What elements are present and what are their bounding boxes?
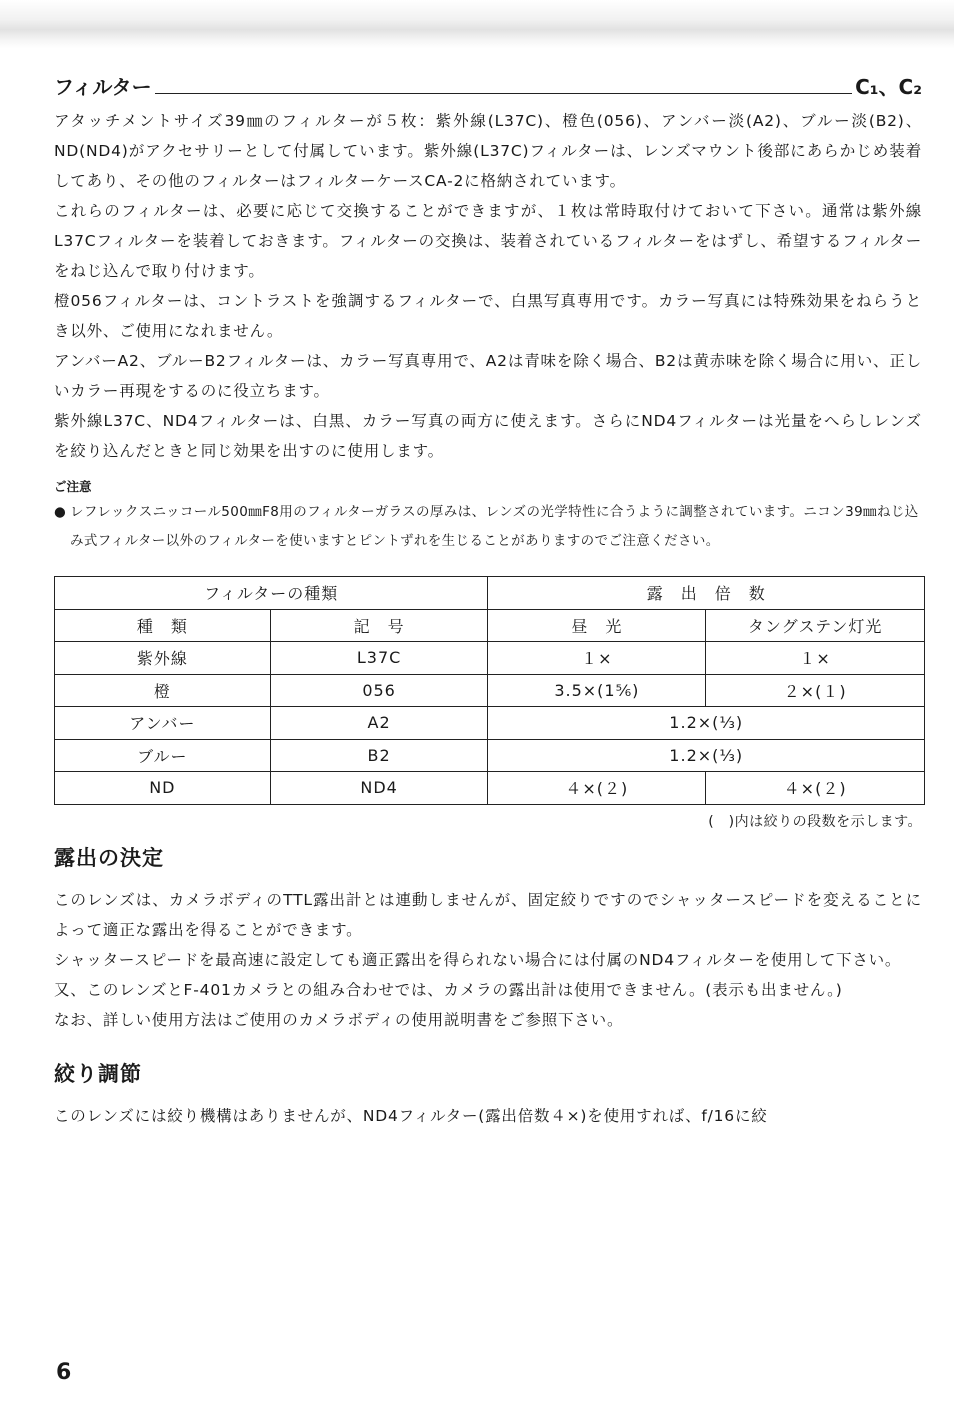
cell-tungsten: ４×(２) — [706, 772, 925, 805]
header-daylight: 昼 光 — [488, 609, 706, 642]
table-header-row — [55, 577, 925, 610]
cell-type: ND — [55, 772, 271, 805]
exposure-paragraph: 又、このレンズとF-401カメラとの組み合わせでは、カメラの露出計は使用できません。(表示も出ません。) — [54, 980, 843, 999]
filter-section-title: フィルター — [54, 75, 152, 99]
table-row — [55, 772, 925, 805]
cell-type: アンバー — [55, 707, 271, 740]
header-code: 記 号 — [270, 609, 488, 642]
header-tungsten: タングステン灯光 — [706, 609, 925, 642]
aperture-paragraph: このレンズには絞り機構はありませんが、ND4フィルター(露出倍数４×)を使用すれば、f/16に絞 — [54, 1106, 768, 1125]
exposure-section-title: 露出の決定 — [54, 845, 164, 870]
cell-tungsten: ２×(１) — [706, 674, 925, 707]
table-subheader-row — [55, 609, 925, 642]
cell-type: 紫外線 — [55, 642, 271, 675]
filter-section-header — [54, 70, 922, 100]
filter-paragraph: アタッチメントサイズ39㎜のフィルターが５枚：紫外線(L37C)、橙色(056)、アンバー淡(A2)、ブルー淡(B2)、ND(ND4)がアクセサリーとして付属しています。紫外線(L37C)フィルターは、レンズマウント後部にあらかじめ装着してあり、その他のフィルターはフィルターケースCA-2に格納されています。 — [54, 112, 922, 190]
table-row — [55, 707, 925, 740]
section-rule — [155, 93, 853, 94]
filter-paragraph: 橙056フィルターは、コントラストを強調するフィルターで、白黒写真専用です。カラー写真には特殊効果をねらうとき以外、ご使用になれません。 — [54, 292, 922, 340]
note-text: レフレックスニッコール500㎜F8用のフィルターガラスの厚みは、レンズの光学特性に合うように調整されています。ニコン39㎜ねじ込み式フィルター以外のフィルターを使いますとピントずれを生じることがありますのでご注意ください。 — [70, 504, 919, 549]
page-number: 6 — [56, 1360, 72, 1385]
header-type: 種 類 — [55, 609, 271, 642]
cell-daylight: ４×(２) — [488, 772, 706, 805]
table-footnote: ( )内は絞りの段数を示します。 — [708, 813, 922, 830]
cell-code: B2 — [270, 739, 488, 772]
cell-type: 橙 — [55, 674, 271, 707]
cell-code: ND4 — [270, 772, 488, 805]
exposure-paragraph: シャッタースピードを最高速に設定しても適正露出を得られない場合には付属のND4フィルターを使用して下さい。 — [54, 950, 902, 969]
note-heading: ご注意 — [54, 479, 92, 494]
filter-exposure-table — [54, 576, 925, 805]
cell-exposure-both: 1.2×(⅓) — [488, 707, 925, 740]
scan-top-band — [0, 0, 954, 48]
filter-paragraph: アンバーA2、ブルーB2フィルターは、カラー写真専用で、A2は青味を除く場合、B2は黄赤味を除く場合に用い、正しいカラー再現をするのに役立ちます。 — [54, 352, 922, 400]
cell-code: 056 — [270, 674, 488, 707]
cell-exposure-both: 1.2×(⅓) — [488, 739, 925, 772]
header-filter-types: フィルターの種類 — [55, 577, 488, 610]
cell-code: L37C — [270, 642, 488, 675]
bullet-icon: ● — [54, 504, 67, 520]
note — [54, 498, 922, 556]
cell-type: ブルー — [55, 739, 271, 772]
exposure-paragraph: なお、詳しい使用方法はご使用のカメラボディの使用説明書をご参照下さい。 — [54, 1010, 624, 1029]
cell-daylight: 3.5×(1⅚) — [488, 674, 706, 707]
filter-section-code: C₁、C₂ — [855, 75, 922, 99]
table-row — [55, 642, 925, 675]
exposure-paragraph: このレンズは、カメラボディのTTL露出計とは連動しませんが、固定絞りですのでシャッタースピードを変えることによって適正な露出を得ることができます。 — [54, 890, 922, 939]
cell-code: A2 — [270, 707, 488, 740]
cell-daylight: １× — [488, 642, 706, 675]
aperture-section-title: 絞り調節 — [54, 1061, 142, 1086]
table-row — [55, 739, 925, 772]
filter-paragraph: これらのフィルターは、必要に応じて交換することができますが、１枚は常時取付けておいて下さい。通常は紫外線L37Cフィルターを装着しておきます。フィルターの交換は、装着されているフィルターをはずし、希望するフィルターをねじ込んで取り付けます。 — [54, 202, 922, 280]
cell-tungsten: １× — [706, 642, 925, 675]
header-exposure-factor: 露 出 倍 数 — [488, 577, 925, 610]
filter-paragraph: 紫外線L37C、ND4フィルターは、白黒、カラー写真の両方に使えます。さらにND4フィルターは光量をへらしレンズを絞り込んだときと同じ効果を出すのに使用します。 — [54, 412, 922, 460]
manual-page — [54, 70, 922, 1131]
table-row — [55, 674, 925, 707]
